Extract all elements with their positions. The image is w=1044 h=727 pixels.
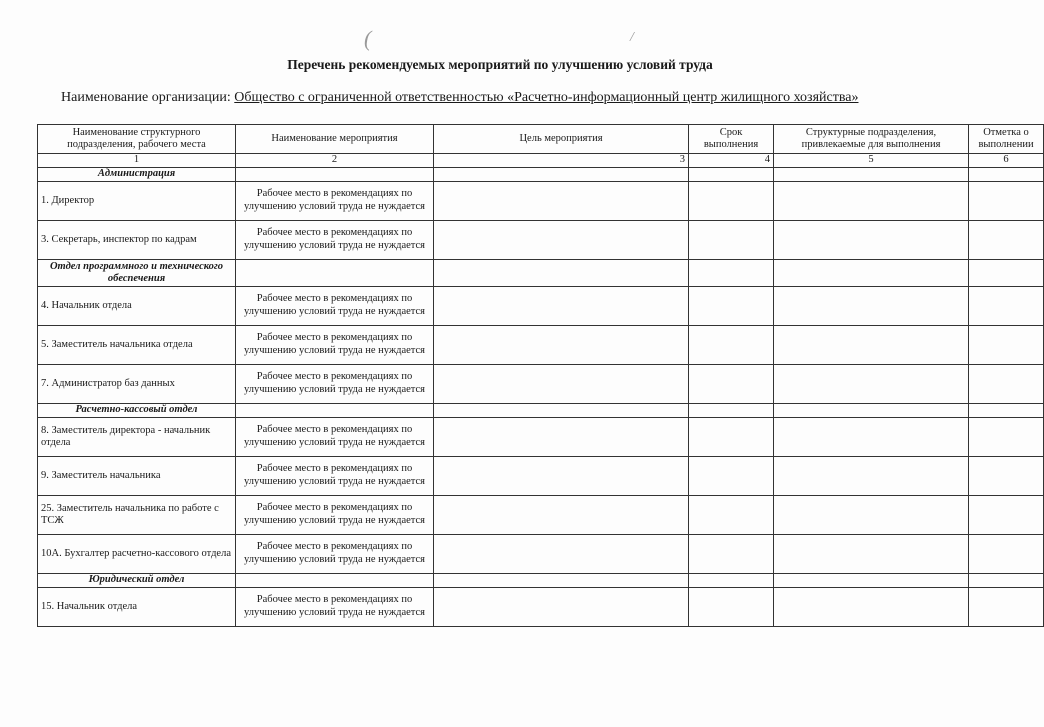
column-header-goal: Цель мероприятия xyxy=(434,125,689,154)
empty-cell xyxy=(774,404,969,418)
workplace-name: 3. Секретарь, инспектор по кадрам xyxy=(38,221,236,260)
table-row xyxy=(38,365,1044,404)
measure-text: Рабочее место в рекомендациях по улучшению условий труда не нуждается xyxy=(236,535,434,574)
empty-cell xyxy=(774,365,969,404)
measure-text: Рабочее место в рекомендациях по улучшению условий труда не нуждается xyxy=(236,457,434,496)
workplace-name: 4. Начальник отдела xyxy=(38,287,236,326)
workplace-name: 9. Заместитель начальника xyxy=(38,457,236,496)
pen-mark: / xyxy=(630,30,634,45)
empty-cell xyxy=(689,287,774,326)
empty-cell xyxy=(689,535,774,574)
empty-cell xyxy=(434,168,689,182)
empty-cell xyxy=(689,496,774,535)
measure-text: Рабочее место в рекомендациях по улучшению условий труда не нуждается xyxy=(236,496,434,535)
pen-mark: ( xyxy=(364,26,372,51)
empty-cell xyxy=(969,287,1044,326)
table-row xyxy=(38,418,1044,457)
empty-cell xyxy=(969,418,1044,457)
section-row xyxy=(38,404,1044,418)
column-number: 2 xyxy=(236,154,434,168)
column-header-completion: Отметка о выполнении xyxy=(969,125,1044,154)
table-row xyxy=(38,182,1044,221)
empty-cell xyxy=(774,418,969,457)
empty-cell xyxy=(774,221,969,260)
workplace-name: 8. Заместитель директора - начальник отдела xyxy=(38,418,236,457)
empty-cell xyxy=(774,574,969,588)
measure-text: Рабочее место в рекомендациях по улучшению условий труда не нуждается xyxy=(236,418,434,457)
measure-text: Рабочее место в рекомендациях по улучшению условий труда не нуждается xyxy=(236,326,434,365)
column-header-measure: Наименование мероприятия xyxy=(236,125,434,154)
empty-cell xyxy=(236,574,434,588)
column-number-row xyxy=(38,154,1044,168)
measure-text: Рабочее место в рекомендациях по улучшению условий труда не нуждается xyxy=(236,588,434,627)
measures-table xyxy=(37,124,1044,627)
empty-cell xyxy=(774,182,969,221)
empty-cell xyxy=(969,365,1044,404)
empty-cell xyxy=(434,535,689,574)
empty-cell xyxy=(689,574,774,588)
empty-cell xyxy=(774,588,969,627)
table-row xyxy=(38,221,1044,260)
workplace-name: 5. Заместитель начальника отдела xyxy=(38,326,236,365)
measure-text: Рабочее место в рекомендациях по улучшению условий труда не нуждается xyxy=(236,182,434,221)
workplace-name: 1. Директор xyxy=(38,182,236,221)
section-name: Администрация xyxy=(38,168,236,182)
workplace-name: 25. Заместитель начальника по работе с ТСЖ xyxy=(38,496,236,535)
empty-cell xyxy=(774,535,969,574)
empty-cell xyxy=(969,326,1044,365)
document-title: Перечень рекомендуемых мероприятий по улучшению условий труда xyxy=(287,57,713,72)
section-row xyxy=(38,168,1044,182)
section-name: Расчетно-кассовый отдел xyxy=(38,404,236,418)
empty-cell xyxy=(689,418,774,457)
empty-cell xyxy=(969,496,1044,535)
table-row xyxy=(38,496,1044,535)
column-header-unit: Наименование структурного подразделения, рабочего места xyxy=(38,125,236,154)
table-row xyxy=(38,326,1044,365)
empty-cell xyxy=(969,574,1044,588)
workplace-name: 7. Администратор баз данных xyxy=(38,365,236,404)
table-body xyxy=(38,154,1044,627)
organization-name: Общество с ограниченной ответственностью «Расчетно-информационный центр жилищного хозяйства» xyxy=(234,90,859,105)
empty-cell xyxy=(969,535,1044,574)
table-row xyxy=(38,588,1044,627)
empty-cell xyxy=(434,404,689,418)
column-number: 3 xyxy=(434,154,689,168)
empty-cell xyxy=(434,221,689,260)
empty-cell xyxy=(969,221,1044,260)
table-row xyxy=(38,287,1044,326)
measure-text: Рабочее место в рекомендациях по улучшению условий труда не нуждается xyxy=(236,221,434,260)
column-number: 6 xyxy=(969,154,1044,168)
empty-cell xyxy=(969,168,1044,182)
empty-cell xyxy=(434,496,689,535)
empty-cell xyxy=(689,221,774,260)
section-row xyxy=(38,260,1044,287)
empty-cell xyxy=(434,365,689,404)
empty-cell xyxy=(236,168,434,182)
empty-cell xyxy=(689,404,774,418)
empty-cell xyxy=(969,182,1044,221)
empty-cell xyxy=(689,182,774,221)
empty-cell xyxy=(774,326,969,365)
column-number: 1 xyxy=(38,154,236,168)
empty-cell xyxy=(434,260,689,287)
column-header-deadline: Срок выполнения xyxy=(689,125,774,154)
empty-cell xyxy=(689,588,774,627)
empty-cell xyxy=(774,496,969,535)
section-name: Отдел программного и технического обеспечения xyxy=(38,260,236,287)
section-row xyxy=(38,574,1044,588)
empty-cell xyxy=(434,588,689,627)
measure-text: Рабочее место в рекомендациях по улучшению условий труда не нуждается xyxy=(236,287,434,326)
section-name: Юридический отдел xyxy=(38,574,236,588)
workplace-name: 15. Начальник отдела xyxy=(38,588,236,627)
empty-cell xyxy=(774,260,969,287)
empty-cell xyxy=(236,404,434,418)
empty-cell xyxy=(689,365,774,404)
workplace-name: 10А. Бухгалтер расчетно-кассового отдела xyxy=(38,535,236,574)
empty-cell xyxy=(774,457,969,496)
column-number: 5 xyxy=(774,154,969,168)
empty-cell xyxy=(969,260,1044,287)
column-header-departments: Структурные подразделения, привлекаемые для выполнения xyxy=(774,125,969,154)
empty-cell xyxy=(236,260,434,287)
empty-cell xyxy=(774,287,969,326)
table-row xyxy=(38,535,1044,574)
empty-cell xyxy=(689,168,774,182)
empty-cell xyxy=(969,404,1044,418)
empty-cell xyxy=(689,326,774,365)
empty-cell xyxy=(969,457,1044,496)
table-row xyxy=(38,457,1044,496)
empty-cell xyxy=(774,168,969,182)
empty-cell xyxy=(434,326,689,365)
empty-cell xyxy=(689,457,774,496)
empty-cell xyxy=(434,457,689,496)
organization-line xyxy=(61,90,858,106)
measure-text: Рабочее место в рекомендациях по улучшению условий труда не нуждается xyxy=(236,365,434,404)
empty-cell xyxy=(434,287,689,326)
organization-label: Наименование организации: xyxy=(61,90,231,105)
column-number: 4 xyxy=(689,154,774,168)
empty-cell xyxy=(969,588,1044,627)
empty-cell xyxy=(689,260,774,287)
empty-cell xyxy=(434,574,689,588)
empty-cell xyxy=(434,418,689,457)
empty-cell xyxy=(434,182,689,221)
